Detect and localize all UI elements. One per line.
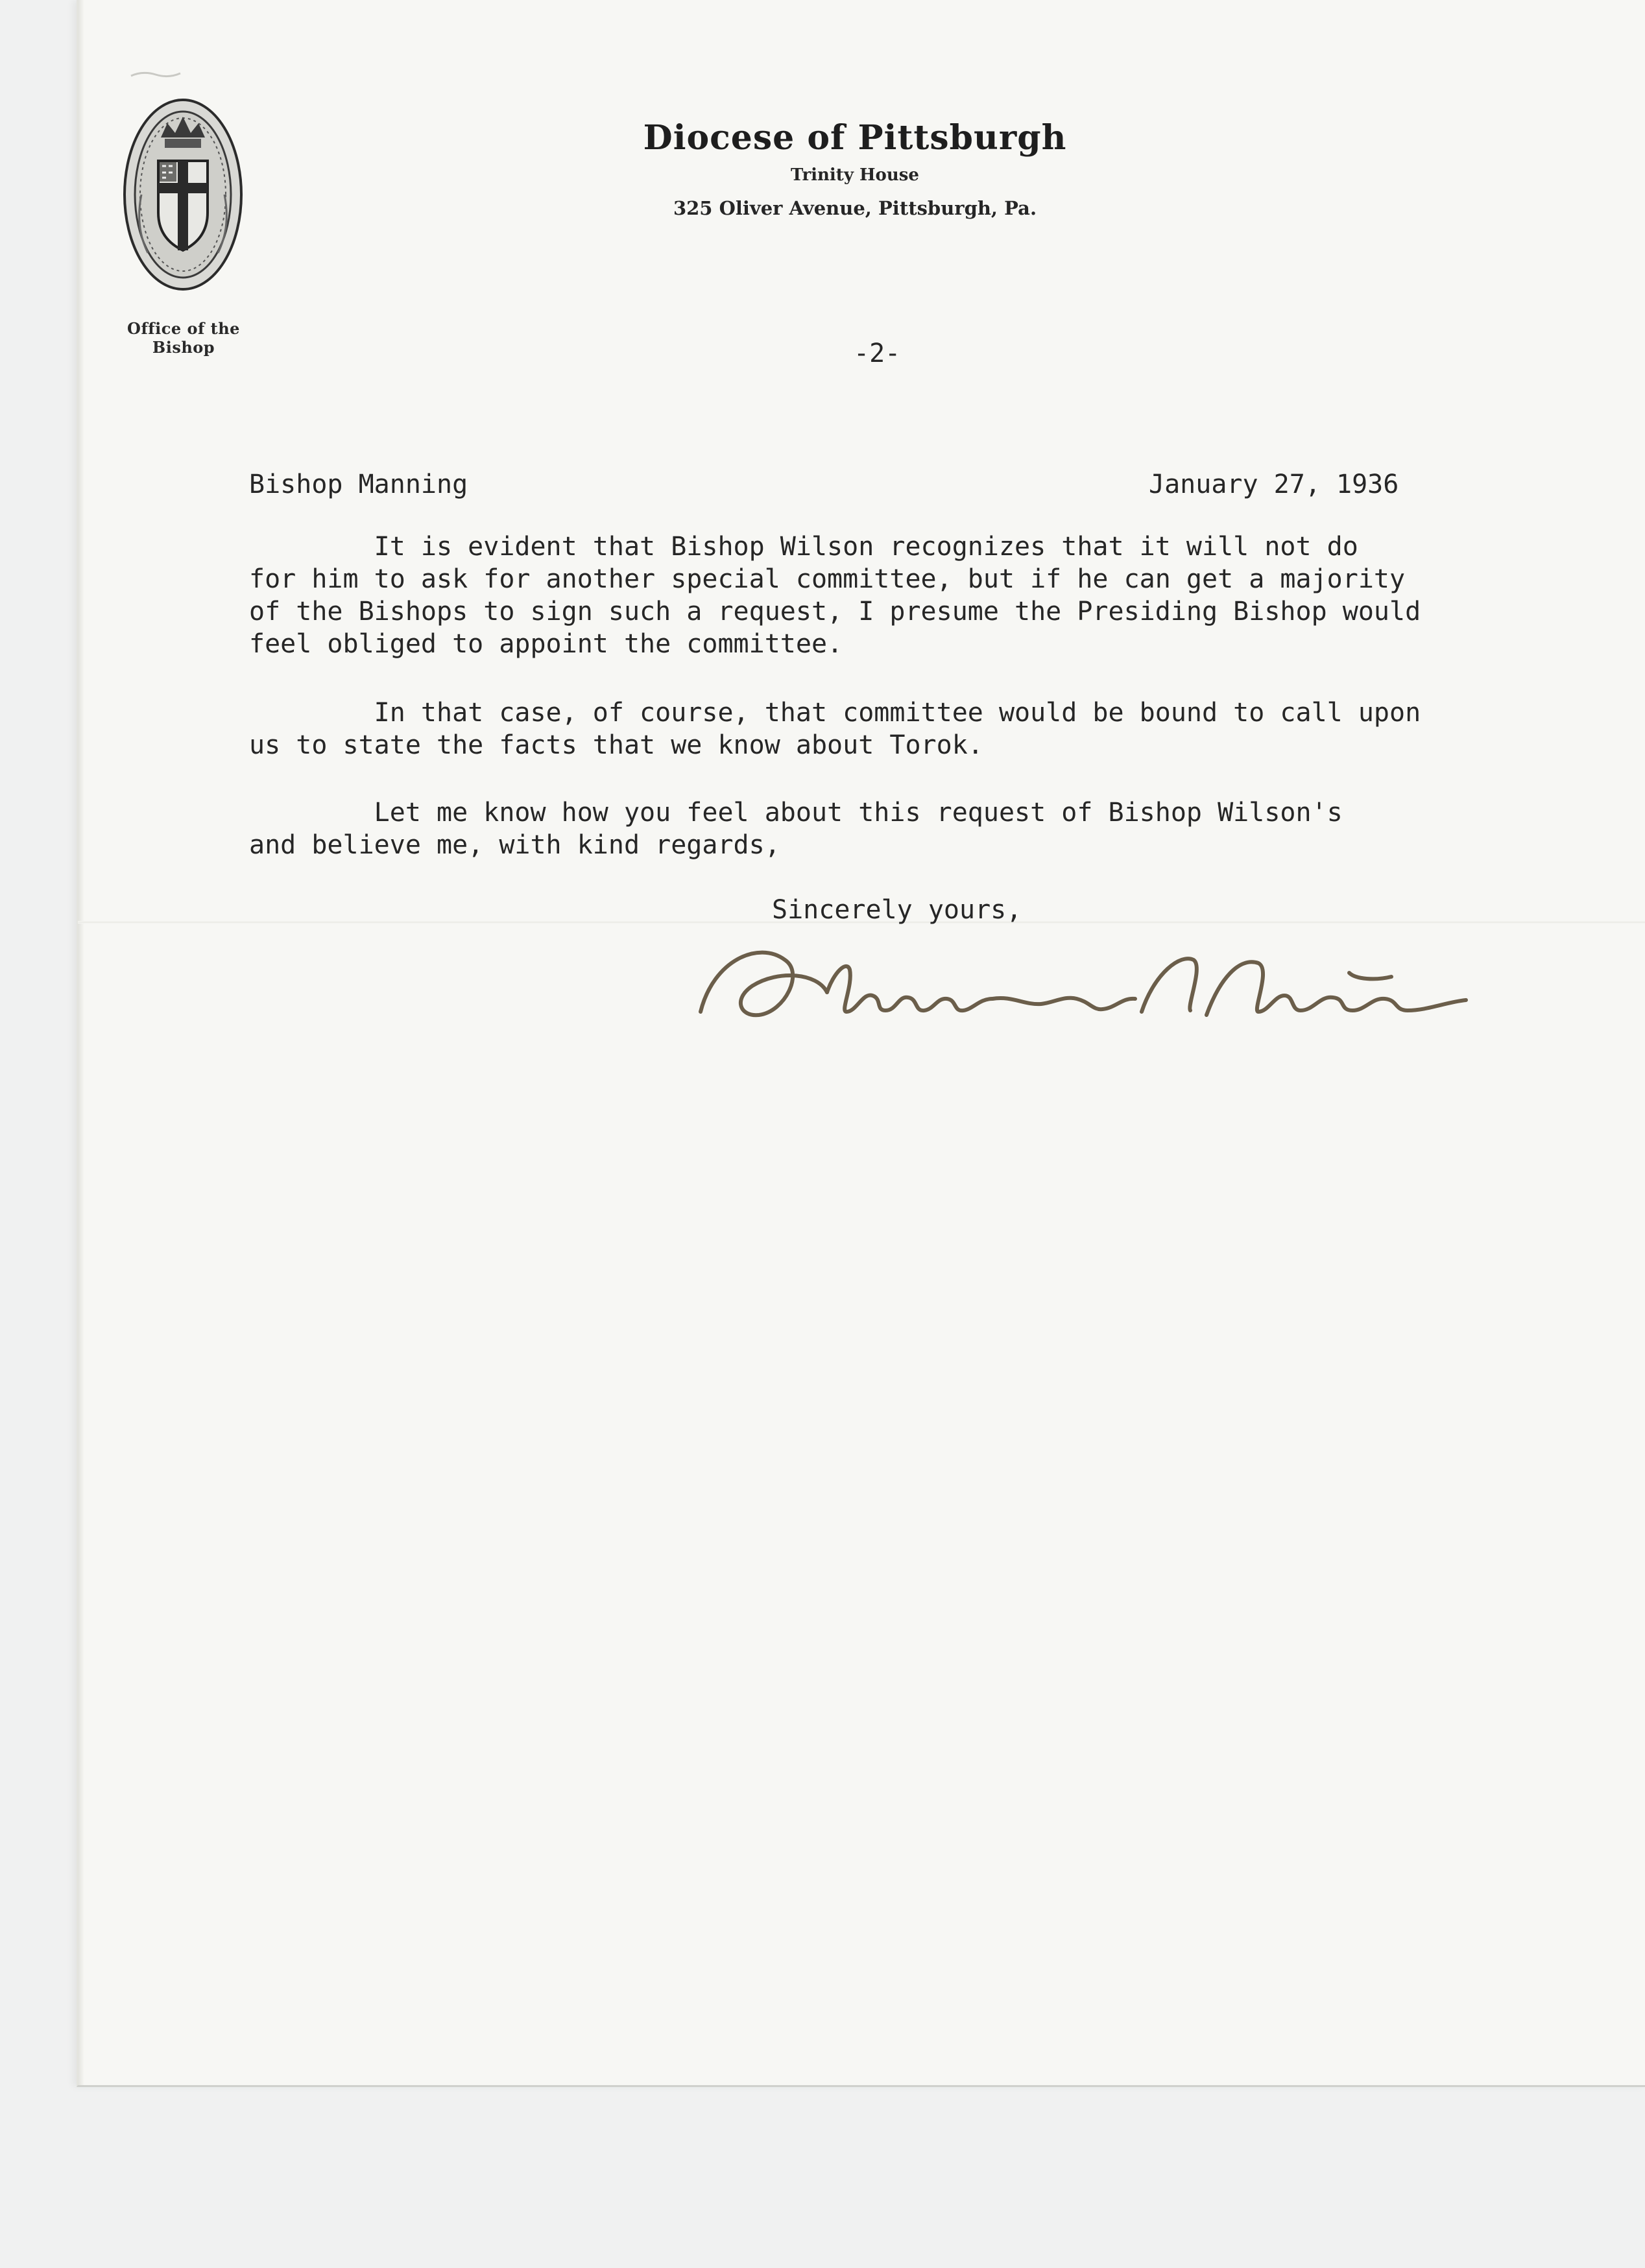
paper-edge-shadow [78, 0, 84, 2085]
body-paragraph: Let me know how you feel about this request of Bishop Wilson's and believe me, with kind regards, [249, 798, 1343, 860]
scan-speck [130, 68, 182, 81]
diocesan-seal-icon [122, 97, 244, 292]
closing-line: Sincerely yours, [772, 895, 1022, 925]
handwritten-signature [688, 934, 1485, 1044]
body-paragraph: In that case, of course, that committee would be bound to call upon us to state the facts that we know about Torok. [249, 698, 1421, 760]
letterhead-title: Diocese of Pittsburgh [643, 118, 1067, 158]
recipient-line: Bishop Manning [249, 470, 468, 499]
letterhead-subtitle: Trinity House [791, 165, 919, 185]
office-of-the-bishop-label: Office of the Bishop [127, 319, 240, 357]
page-number: -2- [854, 339, 901, 368]
letterhead-address: 325 Oliver Avenue, Pittsburgh, Pa. [673, 197, 1037, 219]
body-paragraph: It is evident that Bishop Wilson recognizes that it will not do for him to ask for another special committee, but if he can get a majority of the Bishops to sign such a request, I presume the Presiding Bishop would feel obliged to appoint the committee. [249, 532, 1421, 659]
letter-date: January 27, 1936 [1149, 470, 1399, 499]
